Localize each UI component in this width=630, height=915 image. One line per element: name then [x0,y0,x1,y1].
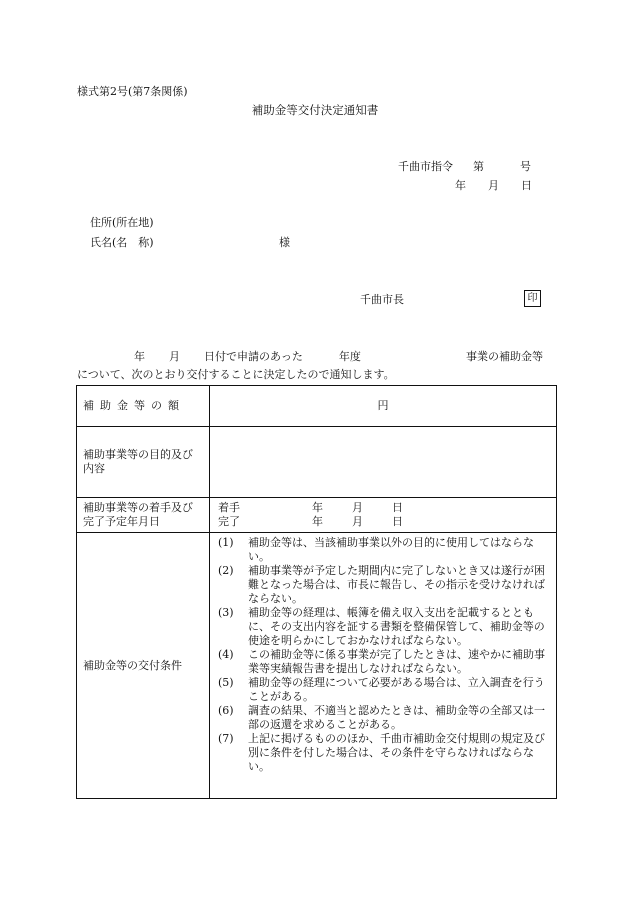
amount-value: 円 [210,386,557,427]
reference-issuer: 千曲市指令 [398,160,453,173]
intro-month: 月 [169,350,180,363]
condition-text: 補助事業等が予定した期間内に完了しないとき又は遂行が困難となった場合は、市長に報告し、その指示を受けなければならない。 [248,564,545,605]
date-day: 日 [521,179,532,192]
reference-go: 号 [520,160,531,173]
reference-number [398,160,531,173]
seal-mark: 印 [524,290,541,307]
intro-project: 事業の補助金等 [466,350,543,363]
address-label: 住所(所在地) [90,216,154,229]
form-number: 様式第2号(第7条関係) [77,85,188,98]
condition-number: (5) [218,676,234,689]
condition-number: (4) [218,648,234,661]
start-day: 日 [392,501,403,514]
intro-line-2: について、次のとおり交付することに決定したので通知します。 [77,368,395,381]
end-month: 月 [352,515,363,528]
condition-text: 補助金等の経理について必要がある場合は、立入調査を行うことがある。 [248,676,545,703]
issue-date [455,179,532,192]
condition-item [218,676,550,704]
start-label: 着手 [218,501,240,514]
end-year: 年 [312,515,323,528]
end-day: 日 [392,515,403,528]
decision-table [76,385,557,799]
document-title: 補助金等交付決定通知書 [251,103,379,117]
condition-number: (1) [218,536,234,549]
period-label: 補助事業等の着手及び完了予定年月日 [77,498,210,533]
date-month: 月 [488,179,499,192]
condition-number: (7) [218,732,234,745]
reference-dai: 第 [473,160,484,173]
purpose-label: 補助事業等の目的及び内容 [77,427,210,498]
purpose-value [210,427,557,498]
end-label: 完了 [218,515,240,528]
intro-fiscal: 年度 [338,350,361,363]
honorific: 様 [279,236,290,249]
condition-item [218,704,550,732]
name-label: 氏名(名 称) [90,236,154,249]
intro-day-text: 日付で申請のあった [204,350,303,363]
condition-item [218,564,550,606]
conditions-row [77,533,557,799]
date-year: 年 [455,179,466,192]
period-row [77,498,557,533]
condition-item [218,606,550,648]
condition-text: 補助金等は、当該補助事業以外の目的に使用してはならない。 [248,536,534,563]
condition-number: (2) [218,564,234,577]
condition-item [218,648,550,676]
conditions-list [210,533,557,799]
sender-name: 千曲市長 [360,293,404,306]
conditions-label: 補助金等の交付条件 [77,533,210,799]
condition-text: 調査の結果、不適当と認めたときは、補助金等の全部又は一部の返還を求めることがある。 [248,704,545,731]
purpose-row [77,427,557,498]
condition-item [218,536,550,564]
start-line [218,501,548,515]
condition-number: (6) [218,704,234,717]
condition-text: 上記に掲げるもののほか、千曲市補助金交付規則の規定及び別に条件を付した場合は、その条件を守らなければならない。 [248,732,545,773]
condition-number: (3) [218,606,234,619]
intro-line-1 [134,350,361,363]
intro-year: 年 [134,350,145,363]
end-line [218,515,548,529]
period-value [210,498,557,533]
condition-text: 補助金等の経理は、帳簿を備え収入支出を記載するとともに、その支出内容を証する書類を整備保管して、補助金等の使途を明らかにしておかなければならない。 [248,606,545,647]
condition-text: この補助金等に係る事業が完了したときは、速やかに補助事業等実績報告書を提出しなければならない。 [248,648,545,675]
amount-label: 補助金等の額 [77,386,210,427]
start-month: 月 [352,501,363,514]
start-year: 年 [312,501,323,514]
amount-row [77,386,557,427]
condition-item [218,732,550,774]
